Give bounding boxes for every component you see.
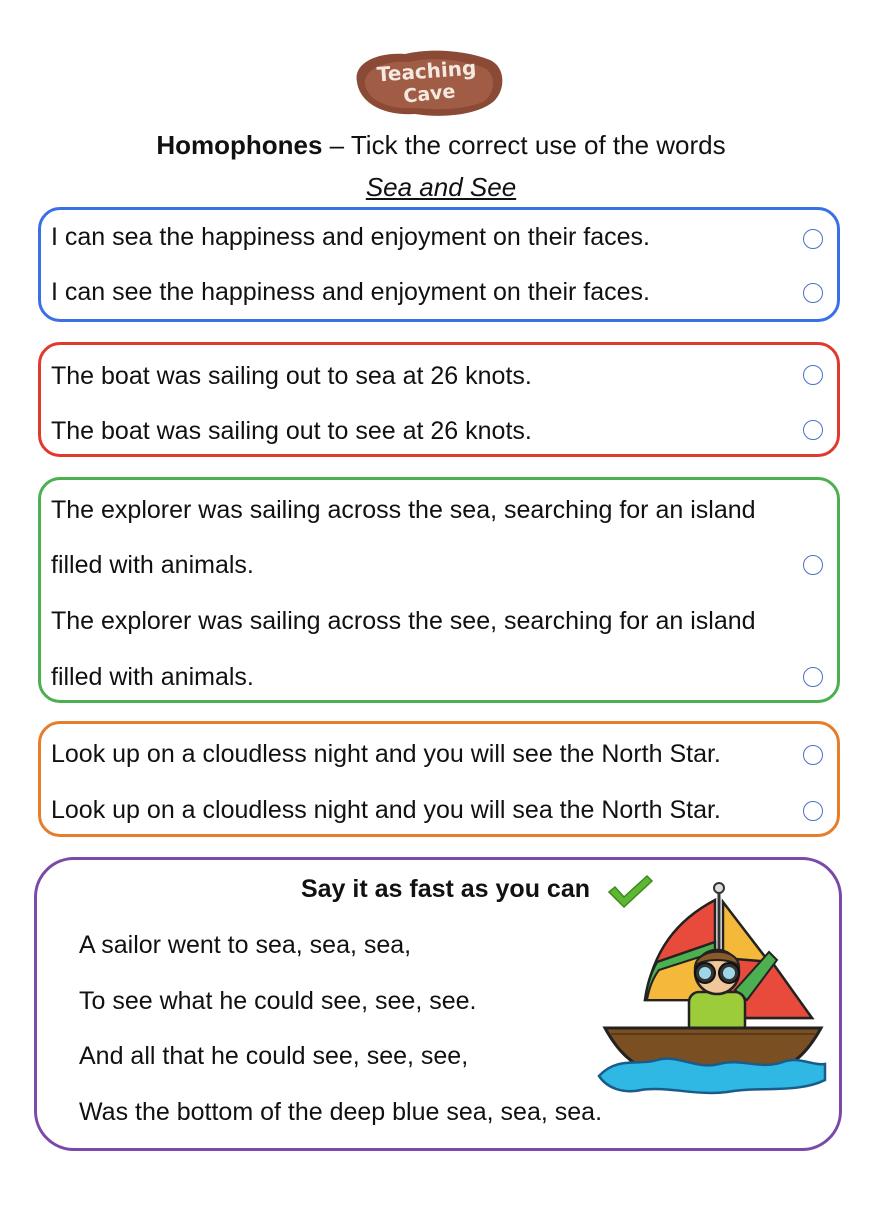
- option-radio[interactable]: [803, 283, 823, 303]
- option-text: The boat was sailing out to see at 26 knots.: [51, 417, 532, 445]
- rhyme-line-2: To see what he could see, see, see.: [79, 987, 477, 1015]
- option-radio[interactable]: [803, 667, 823, 687]
- option-text: Look up on a cloudless night and you will sea the North Star.: [51, 796, 721, 824]
- option-radio[interactable]: [803, 745, 823, 765]
- rhyme-line-3: And all that he could see, see, see,: [79, 1042, 469, 1070]
- rhyme-line-1: A sailor went to sea, sea, sea,: [79, 931, 412, 959]
- rhyme-title: Say it as fast as you can: [300, 875, 590, 903]
- option-radio[interactable]: [803, 229, 823, 249]
- logo-text-1: Teaching: [376, 55, 478, 87]
- option-text-line2: filled with animals.: [51, 663, 254, 691]
- title-rest: – Tick the correct use of the words: [322, 130, 726, 160]
- option-radio[interactable]: [803, 420, 823, 440]
- option-text: I can sea the happiness and enjoyment on their faces.: [51, 223, 650, 251]
- page-subtitle: Sea and See: [365, 172, 517, 202]
- rhyme-line-4: Was the bottom of the deep blue sea, sea, sea.: [79, 1098, 603, 1126]
- option-text: I can see the happiness and enjoyment on their faces.: [51, 278, 650, 306]
- option-text-line1: The explorer was sailing across the sea, searching for an island: [51, 496, 756, 524]
- question-box-3: [38, 477, 840, 703]
- logo-text-2: Cave: [402, 80, 457, 108]
- option-radio[interactable]: [803, 555, 823, 575]
- option-text: Look up on a cloudless night and you will see the North Star.: [51, 740, 721, 768]
- teaching-cave-logo: [345, 44, 510, 120]
- question-box-4: [38, 721, 840, 837]
- sailboat-illustration: [597, 880, 827, 1095]
- question-box-1: [38, 207, 840, 322]
- option-radio[interactable]: [803, 801, 823, 821]
- page-title: [0, 128, 882, 162]
- option-text-line2: filled with animals.: [51, 551, 254, 579]
- question-box-2: [38, 342, 840, 457]
- option-radio[interactable]: [803, 365, 823, 385]
- title-bold: Homophones: [156, 130, 323, 160]
- option-text: The boat was sailing out to sea at 26 knots.: [51, 362, 532, 390]
- option-text-line1: The explorer was sailing across the see, searching for an island: [51, 607, 756, 635]
- rhyme-box: [34, 857, 842, 1151]
